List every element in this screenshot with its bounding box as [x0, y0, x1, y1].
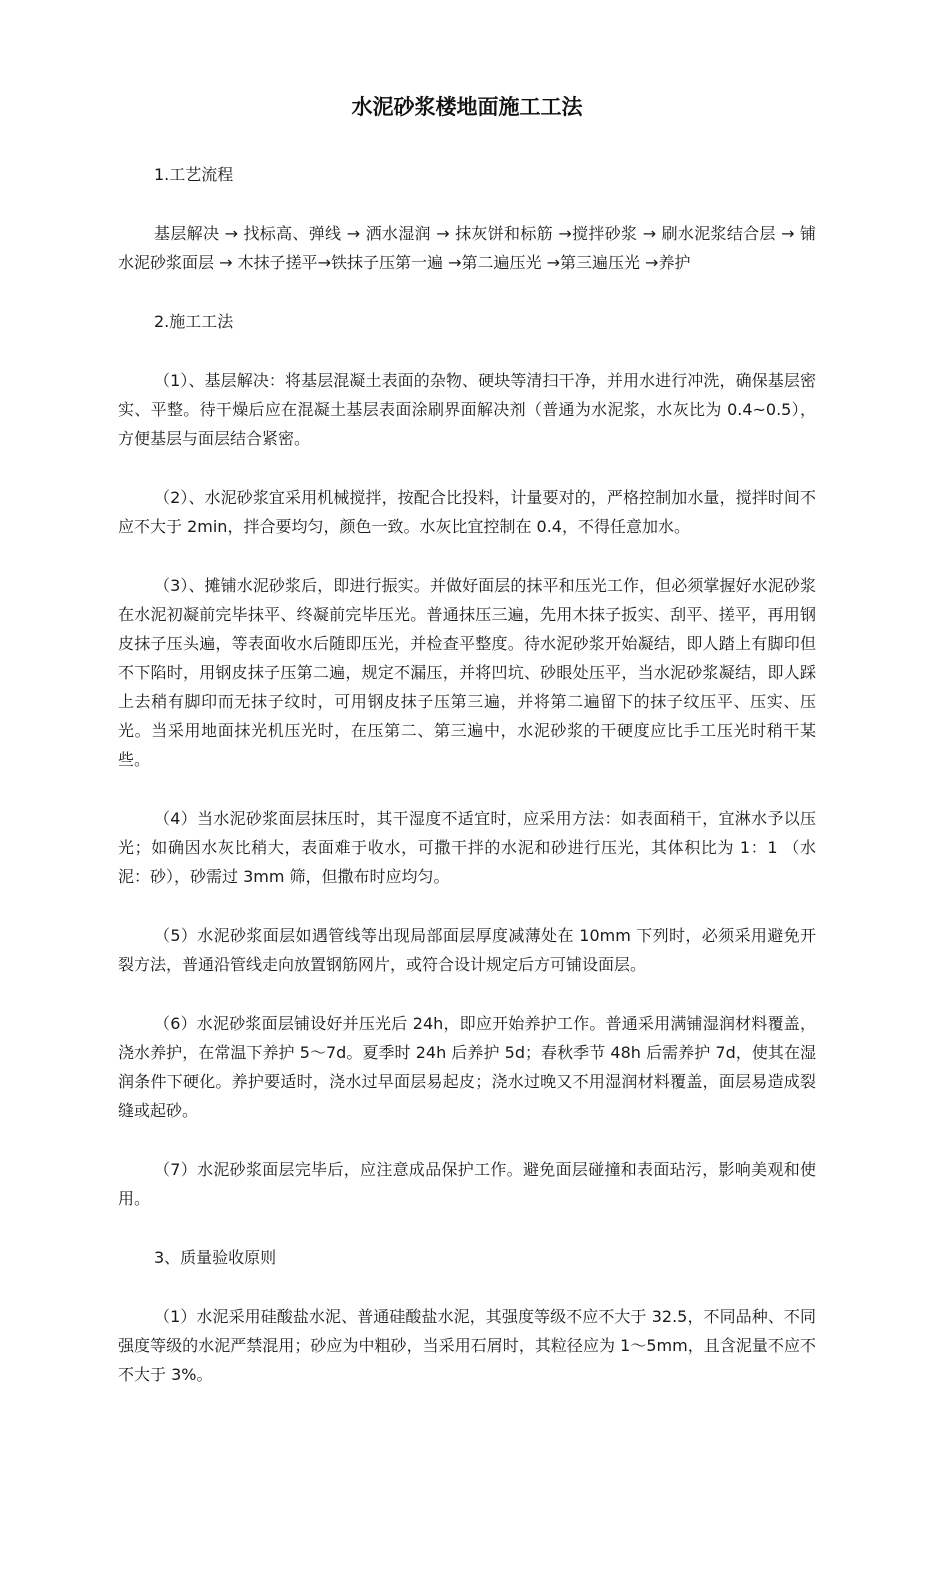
section-heading-method: 2.施工工法	[154, 312, 234, 331]
method-item-1: （1）、基层解决：将基层混凝土表面的杂物、硬块等清扫干净，并用水进行冲洗，确保基层密实、平整。待干燥后应在混凝土基层表面涂刷界面解决剂（普通为水泥浆，水灰比为 0.4~0.5），方便基层与面层结合紧密。	[118, 371, 816, 448]
method-item-3: （3）、摊铺水泥砂浆后，即进行振实。并做好面层的抹平和压光工作，但必须掌握好水泥砂浆在水泥初凝前完毕抹平、终凝前完毕压光。普通抹压三遍，先用木抹子扳实、刮平、搓平，再用钢皮抹子压头遍，等表面收水后随即压光，并检查平整度。待水泥砂浆开始凝结，即人踏上有脚印但不下陷时，用钢皮抹子压第二遍，规定不漏压，并将凹坑、砂眼处压平，当水泥砂浆凝结，即人踩上去稍有脚印而无抹子纹时，可用钢皮抹子压第三遍，并将第二遍留下的抹子纹压平、压实、压光。当采用地面抹光机压光时，在压第二、第三遍中，水泥砂浆的干硬度应比手工压光时稍干某些。	[118, 576, 816, 769]
method-item-7: （7）水泥砂浆面层完毕后，应注意成品保护工作。避免面层碰撞和表面玷污，影响美观和使用。	[118, 1160, 816, 1208]
method-item-5: （5）水泥砂浆面层如遇管线等出现局部面层厚度减薄处在 10mm 下列时，必须采用避免开裂方法，普通沿管线走向放置钢筋网片，或符合设计规定后方可铺设面层。	[118, 926, 816, 974]
section-heading-quality: 3、质量验收原则	[154, 1248, 277, 1267]
document-title: 水泥砂浆楼地面施工工法	[351, 95, 583, 119]
method-item-6: （6）水泥砂浆面层铺设好并压光后 24h，即应开始养护工作。普通采用满铺湿润材料覆盖，浇水养护，在常温下养护 5～7d。夏季时 24h 后养护 5d；春秋季节 48h 后需养护 7d，使其在湿润条件下硬化。养护要适时，浇水过早面层易起皮；浇水过晚又不用湿润材料覆盖，面层易造成裂缝或起砂。	[118, 1014, 816, 1120]
method-item-4: （4）当水泥砂浆面层抹压时，其干湿度不适宜时，应采用方法：如表面稍干，宜淋水予以压光；如确因水灰比稍大，表面难于收水，可撒干拌的水泥和砂进行压光，其体积比为 1：1 （水泥：砂），砂需过 3mm 筛，但撒布时应均匀。	[118, 809, 816, 886]
quality-item-1: （1）水泥采用硅酸盐水泥、普通硅酸盐水泥，其强度等级不应不大于 32.5，不同品种、不同强度等级的水泥严禁混用；砂应为中粗砂，当采用石屑时，其粒径应为 1～5mm，且含泥量不应不不大于 3%。	[118, 1307, 816, 1384]
process-flow-paragraph: 基层解决 → 找标高、弹线 → 洒水湿润 → 抹灰饼和标筋 →搅拌砂浆 → 刷水泥浆结合层 → 铺水泥砂浆面层 → 木抹子搓平→铁抹子压第一遍 →第二遍压光 →第三遍压光 →养护	[118, 224, 816, 272]
section-heading-process: 1.工艺流程	[154, 165, 234, 184]
method-item-2: （2）、水泥砂浆宜采用机械搅拌，按配合比投料，计量要对的，严格控制加水量，搅拌时间不应不大于 2min，拌合要均匀，颜色一致。水灰比宜控制在 0.4，不得任意加水。	[118, 488, 816, 536]
document-page	[118, 92, 816, 1419]
